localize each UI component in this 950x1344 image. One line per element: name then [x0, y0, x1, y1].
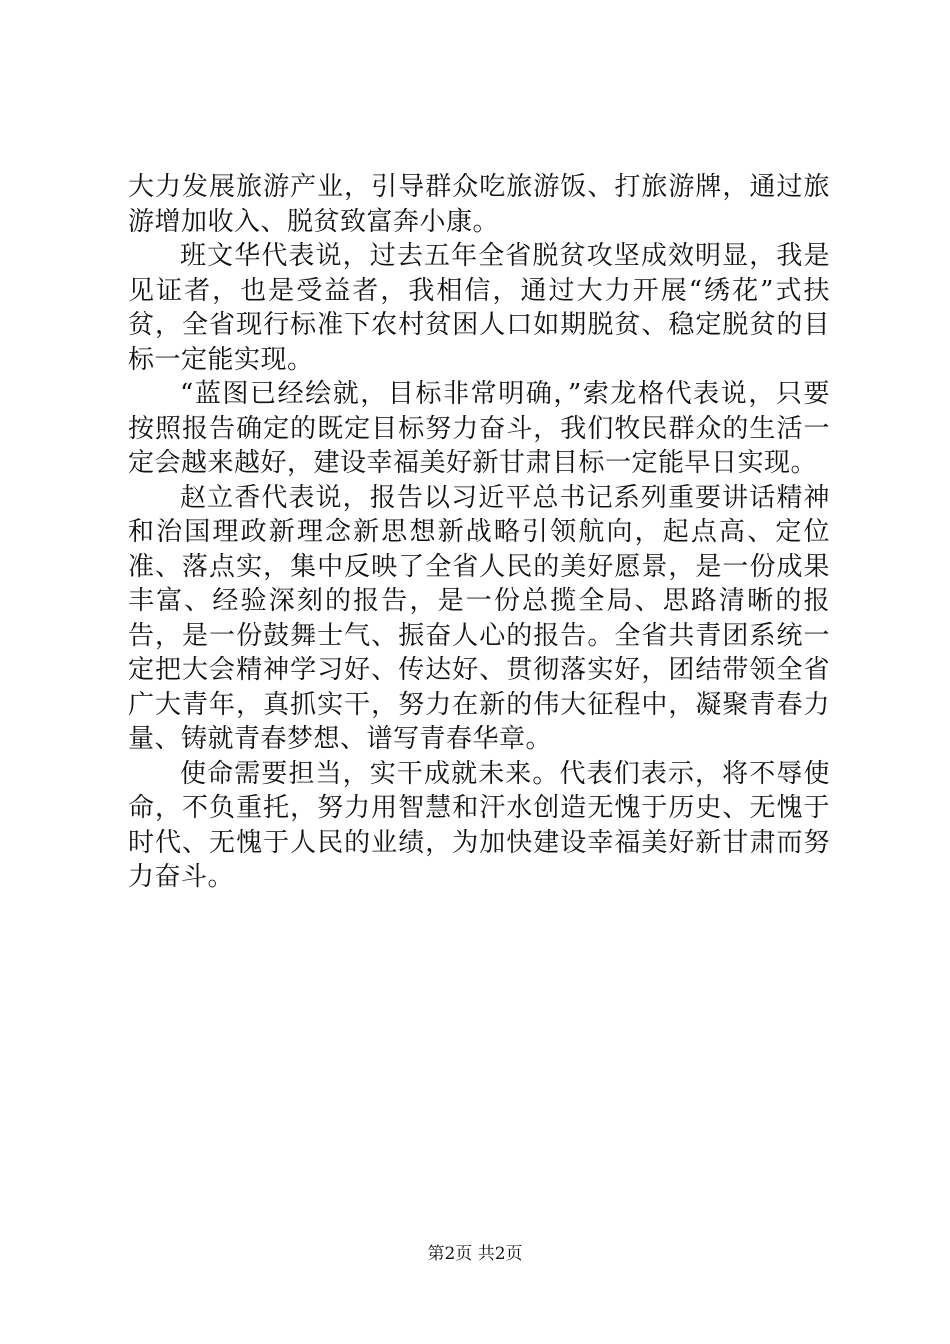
paragraph-continuation: 大力发展旅游产业，引导群众吃旅游饭、打旅游牌，通过旅游增加收入、脱贫致富奔小康。 — [128, 172, 830, 237]
document-body — [128, 170, 830, 895]
paragraph-suo-longge: “蓝图已经绘就，目标非常明确，”索龙格代表说，只要按照报告确定的既定目标努力奋斗，我们牧民群众的生活一定会越来越好，建设幸福美好新甘肃目标一定能早日实现。 — [128, 379, 830, 478]
paragraph-zhao-lixiang: 赵立香代表说，报告以习近平总书记系列重要讲话精神和治国理政新理念新思想新战略引领航向，起点高、定位准、落点实，集中反映了全省人民的美好愿景，是一份成果丰富、经验深刻的报告，是一份总揽全局、思路清晰的报告，是一份鼓舞士气、振奋人心的报告。全省共青团系统一定把大会精神学习好、传达好、贯彻落实好，团结带领全省广大青年，真抓实干，努力在新的伟大征程中，凝聚青春力量、铸就青春梦想、谱写青春华章。 — [128, 482, 830, 754]
paragraph-conclusion: 使命需要担当，实干成就未来。代表们表示，将不辱使命，不负重托，努力用智慧和汗水创造无愧于历史、无愧于时代、无愧于人民的业绩，为加快建设幸福美好新甘肃而努力奋斗。 — [128, 758, 830, 892]
paragraph-ban-wenhua: 班文华代表说，过去五年全省脱贫攻坚成效明显，我是见证者，也是受益者，我相信，通过大力开展“绣花”式扶贫，全省现行标准下农村贫困人口如期脱贫、稳定脱贫的目标一定能实现。 — [128, 241, 830, 375]
page-number-footer: 第2页 共2页 — [427, 1244, 523, 1264]
